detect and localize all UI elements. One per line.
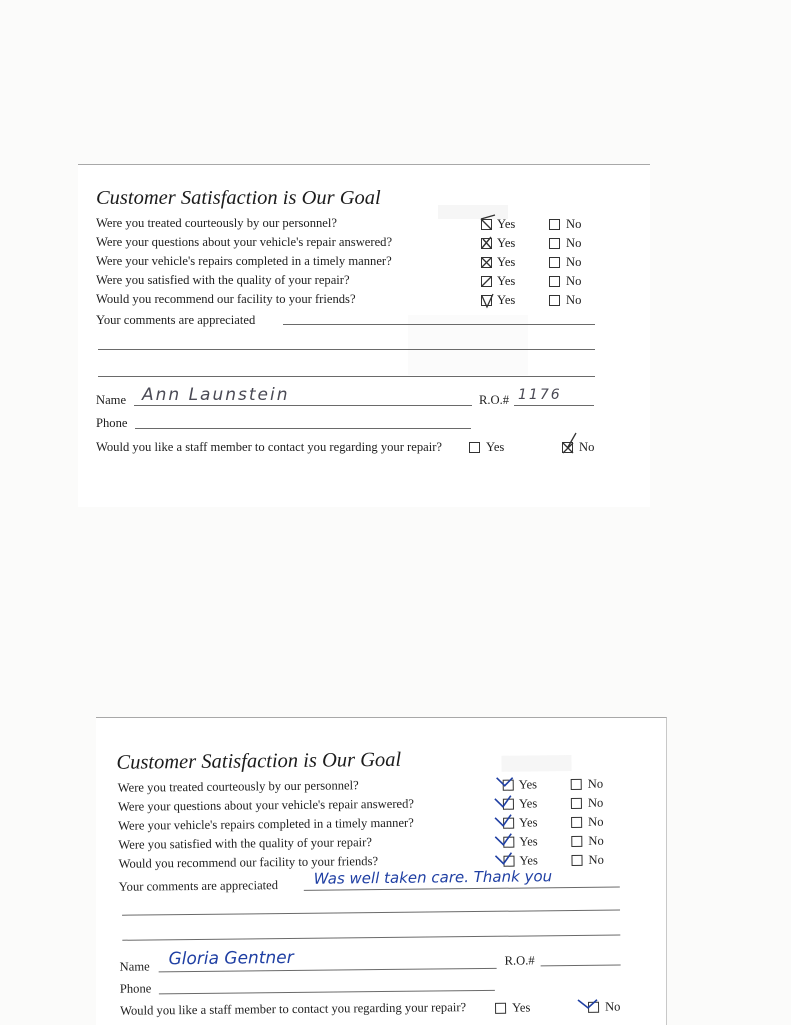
name-handwriting: Ann Launstein	[142, 385, 290, 405]
no-checkbox-5[interactable]	[571, 855, 582, 866]
no-label: No	[566, 236, 582, 250]
question-1: Were you treated courteously by our personnel?	[117, 778, 359, 795]
question-3: Were your vehicle's repairs completed in a timely manner?	[118, 815, 414, 833]
no-label: No	[588, 833, 604, 848]
bleed-through-text	[501, 755, 571, 772]
survey-card-1	[78, 164, 650, 507]
no-checkbox-4[interactable]	[571, 836, 582, 847]
question-2: Were your questions about your vehicle's repair answered?	[96, 235, 393, 249]
comments-handwriting: Was well taken care. Thank you	[313, 867, 553, 888]
contact-yes-label: Yes	[511, 1000, 531, 1015]
question-3: Were your vehicle's repairs completed in a timely manner?	[96, 254, 392, 268]
no-checkbox-3[interactable]	[549, 257, 560, 268]
form-title: Customer Satisfaction is Our Goal	[116, 748, 402, 774]
check-mark-icon	[481, 215, 492, 226]
comments-label: Your comments are appreciated	[96, 313, 256, 327]
comments-label: Your comments are appreciated	[118, 878, 279, 894]
name-line[interactable]	[134, 405, 472, 406]
no-checkbox-1[interactable]	[571, 779, 582, 790]
no-label: No	[566, 255, 582, 269]
ro-line[interactable]	[541, 965, 621, 967]
yes-label: Yes	[519, 834, 538, 849]
phone-line[interactable]	[135, 428, 471, 429]
phone-label: Phone	[119, 981, 152, 996]
yes-label: Yes	[497, 255, 516, 269]
yes-label: Yes	[497, 293, 516, 307]
check-mark-icon	[481, 293, 492, 304]
no-label: No	[587, 776, 604, 791]
question-5: Would you recommend our facility to your friends?	[96, 292, 356, 306]
ro-label: R.O.#	[479, 393, 510, 407]
check-mark-icon	[493, 795, 504, 806]
name-label: Name	[96, 393, 127, 407]
survey-card-2	[96, 717, 667, 1025]
yes-label: Yes	[519, 815, 538, 830]
no-checkbox-5[interactable]	[549, 295, 560, 306]
contact-question: Would you like a staff member to contact you regarding your repair?	[119, 1000, 467, 1018]
check-mark-icon	[495, 776, 506, 787]
yes-label: Yes	[497, 274, 516, 288]
yes-label: Yes	[497, 236, 516, 250]
no-checkbox-2[interactable]	[549, 238, 560, 249]
x-mark-icon	[562, 431, 573, 442]
no-checkbox-4[interactable]	[549, 276, 560, 287]
no-label: No	[588, 852, 604, 867]
check-mark-icon	[576, 998, 587, 1009]
check-mark-icon	[493, 814, 504, 825]
yes-label: Yes	[497, 217, 516, 231]
no-checkbox-2[interactable]	[571, 798, 582, 809]
yes-label: Yes	[518, 777, 538, 792]
check-mark-icon	[493, 852, 504, 863]
check-mark-icon	[493, 833, 504, 844]
no-checkbox-1[interactable]	[549, 219, 560, 230]
slash-mark-icon	[481, 276, 492, 287]
contact-no-label: No	[579, 440, 595, 454]
question-4: Were you satisfied with the quality of your repair?	[118, 835, 372, 852]
no-checkbox-3[interactable]	[571, 817, 582, 828]
contact-yes-label: Yes	[486, 440, 505, 454]
question-1: Were you treated courteously by our personnel?	[96, 216, 337, 230]
ro-handwriting: 1176	[518, 387, 562, 403]
phone-label: Phone	[96, 416, 128, 430]
question-4: Were you satisfied with the quality of your repair?	[96, 273, 350, 287]
name-label: Name	[119, 959, 150, 974]
yes-label: Yes	[518, 796, 538, 811]
no-label: No	[587, 795, 604, 810]
question-5: Would you recommend our facility to your friends?	[118, 854, 379, 871]
comments-line-2[interactable]	[98, 349, 595, 350]
x-mark-icon	[481, 257, 492, 268]
contact-no-label: No	[604, 999, 621, 1014]
no-label: No	[566, 274, 582, 288]
no-label: No	[588, 814, 604, 829]
form-title: Customer Satisfaction is Our Goal	[96, 187, 381, 209]
comments-line-1[interactable]	[283, 324, 595, 325]
question-2: Were your questions about your vehicle's repair answered?	[117, 796, 415, 814]
comments-line-3[interactable]	[98, 376, 595, 377]
phone-line[interactable]	[159, 990, 495, 995]
ro-line[interactable]	[514, 405, 594, 406]
yes-label: Yes	[519, 853, 538, 868]
contact-yes-checkbox[interactable]	[469, 442, 480, 453]
check-mark-icon	[481, 236, 492, 247]
comments-line-2[interactable]	[122, 910, 620, 916]
comments-line-3[interactable]	[122, 935, 620, 941]
contact-question: Would you like a staff member to contact you regarding your repair?	[96, 440, 443, 454]
no-label: No	[566, 293, 582, 307]
name-handwriting: Gloria Gentner	[168, 947, 294, 970]
no-label: No	[566, 217, 582, 231]
ro-label: R.O.#	[504, 953, 535, 968]
contact-yes-checkbox[interactable]	[495, 1003, 506, 1014]
